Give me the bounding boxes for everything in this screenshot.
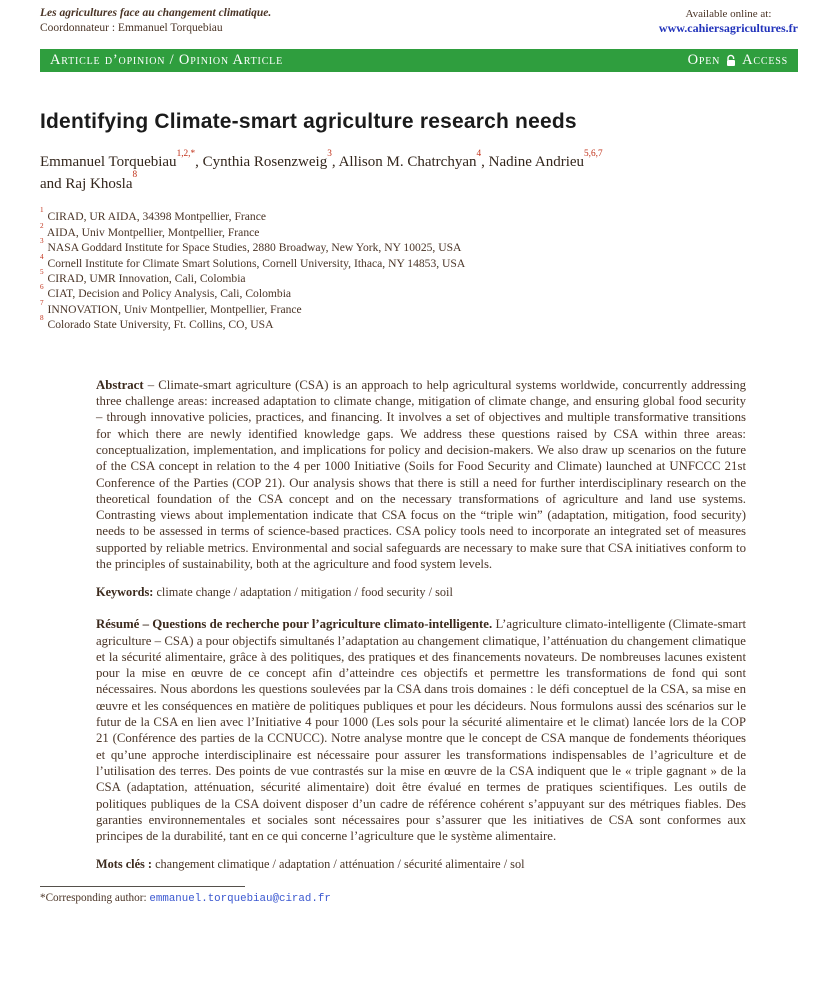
article-type-banner	[40, 49, 798, 72]
affiliation-number: 8	[40, 314, 44, 323]
series-coordinator: Coordonnateur : Emmanuel Torquebiau	[40, 22, 223, 34]
availability-block	[659, 7, 798, 37]
affiliation-item	[40, 221, 798, 240]
affiliation-number: 3	[40, 237, 44, 246]
mots-cles-label: Mots clés :	[96, 857, 152, 872]
affiliation-number: 6	[40, 283, 44, 292]
article-title: Identifying Climate-smart agriculture research needs	[40, 109, 577, 133]
resume-text: L’agriculture climato-intelligente (Climate-smart agriculture – CSA) a pour objectifs simultanés l’adaptation au changement climatique, l’atténuation du changement climatique et la sécurité alimentaire, grâce à des politiques, des pratiques et des financements novateurs. De nombreuses lacunes existent pour la mise en œuvre de ce concept afin d’atteindre ces objectifs et permettre les transformations de fond qui sont nécessaires. Nous abordons les questions soulevées par la CSA dans trois domaines : le défi conceptuel de la CSA, sa mise en œuvre et les conséquences en matière de politiques publiques et pour les décideurs. Nous formulons aussi des scénarios sur le futur de la CSA en lien avec l’Initiative 4 pour 1000 (Les sols pour la sécurité alimentaire et le climat) lancée lors de la COP 21 (Conférence des parties de la CCNUCC). Notre analyse montre que le concept de CSA manque de fondements théoriques et qu’une approche interdisciplinaire est nécessaire pour assurer les transformations indispensables de l’agriculture et de l’utilisation des terres. Des points de vue contrastés sur la mise en œuvre de la CSA indiquent que le « triple gagnant » de la CSA (adaptation, atténuation, sécurité alimentaire) doit être évalué en termes de pratiques scientifiques. Les outils de politiques publiques de la CSA doivent disposer d’un cadre de référence cohérent s’appuyant sur des métriques fiables. Des garanties environnementales et sociales sont nécessaires pour s’assurer que les initiatives de CSA sont conformes aux principes de la durabilité, tant en ce qui concerne l’agriculture que le système alimentaire.	[96, 617, 747, 844]
mots-cles-text: changement climatique / adaptation / atténuation / sécurité alimentaire / sol	[155, 857, 525, 872]
affiliation-item	[40, 252, 798, 271]
article-type-label: Article d’opinion / Opinion Article	[50, 51, 283, 68]
author	[40, 170, 138, 192]
open-access-access-label: Access	[742, 51, 788, 68]
corresponding-author-email[interactable]: emmanuel.torquebiau@cirad.fr	[149, 893, 331, 906]
author	[338, 148, 489, 170]
affiliation-number: 2	[40, 221, 44, 230]
open-access-lock-icon	[725, 54, 737, 67]
affiliation-number: 4	[40, 252, 44, 261]
affiliation-text: Cornell Institute for Climate Smart Solutions, Cornell University, Ithaca, NY 14853, USA	[47, 256, 466, 270]
abstract-text: – Climate-smart agriculture (CSA) is an approach to help agricultural systems worldwide, concurrently addressing three challenge areas: increased adaptation to climate change, mitigation of climate change, and ensuring global food security – through innovative policies, practices, and financing. It involves a set of objectives and multiple transformative transitions for which there are newly identified knowledge gaps. We address these questions raised by CSA within three areas: conceptualization, implementation, and implications for policy and decision-makers. We also draw up scenarios on the future of the CSA concept in relation to the 4 per 1000 Initiative (Soils for Food Security and Climate) launched at UNFCCC 21st Conference of the Parties (COP 21). Our analysis shows that there is still a need for further interdisciplinary research on the theoretical foundation of the CSA concept and on the necessary transformations of agriculture and land use systems. Contrasting views about implementation indicate that CSA focus on the “triple win” (adaptation, mitigation, food security) needs to be assessed in terms of science-based practices. CSA policy tools need to incorporate an integrated set of measures supported by reliable metrics. Environmental and social safeguards are necessary to make sure that CSA initiatives conform to the principles of sustainability, both at the agriculture and food system levels.	[96, 377, 746, 572]
available-online-label: Available online at:	[685, 8, 772, 20]
affiliation-item	[40, 298, 798, 317]
footnote-rule	[40, 886, 245, 887]
author-name: Cynthia Rosenzweig	[202, 153, 328, 170]
author	[202, 148, 339, 170]
abstract-paragraph	[96, 377, 746, 573]
series-block	[40, 7, 271, 34]
mots-cles-line	[96, 857, 746, 872]
resume-label: Résumé – Questions de recherche pour l’agriculture climato-intelligente.	[96, 617, 493, 632]
open-access-badge	[688, 52, 788, 69]
author	[40, 148, 203, 170]
page-header	[40, 7, 798, 37]
author-affiliation-sup: 1,2,*	[176, 148, 196, 159]
author-name: Nadine Andrieu	[488, 153, 585, 170]
series-title: Les agricultures face au changement climatique.	[40, 7, 272, 19]
author-line	[40, 170, 798, 196]
affiliation-number: 7	[40, 298, 44, 307]
affiliation-item	[40, 206, 798, 224]
open-access-open-label: Open	[687, 51, 721, 68]
affiliation-text: INNOVATION, Univ Montpellier, Montpellier, France	[47, 302, 302, 316]
affiliation-text: CIRAD, UMR Innovation, Cali, Colombia	[47, 272, 246, 286]
affiliation-item	[40, 283, 798, 301]
affiliation-number: 1	[40, 206, 44, 215]
corresponding-author-note	[40, 892, 798, 905]
author-line	[40, 148, 798, 174]
author-affiliation-sup: 3	[327, 148, 332, 159]
author-separator: ,	[331, 153, 339, 170]
keywords-line	[96, 585, 746, 600]
author-list	[40, 148, 798, 196]
affiliation-item	[40, 314, 798, 332]
author-affiliation-sup: 8	[132, 170, 138, 181]
author-name: Allison M. Chatrchyan	[338, 153, 477, 170]
affiliation-item	[40, 267, 798, 286]
abstract-label: Abstract	[96, 377, 144, 392]
resume-paragraph	[96, 616, 746, 844]
affiliation-list	[40, 206, 798, 332]
author-affiliation-sup: 4	[476, 148, 482, 159]
journal-website-link[interactable]: www.cahiersagricultures.fr	[658, 21, 798, 36]
keywords-label: Keywords:	[96, 585, 154, 600]
author-affiliation-sup: 5,6,7	[584, 148, 603, 159]
affiliation-text: AIDA, Univ Montpellier, Montpellier, France	[46, 225, 260, 239]
corresponding-author-label: *Corresponding author:	[40, 892, 150, 905]
author-separator: ,	[481, 153, 489, 170]
author	[488, 148, 603, 170]
affiliation-text: CIRAD, UR AIDA, 34398 Montpellier, France	[47, 210, 267, 224]
affiliation-number: 5	[40, 267, 44, 276]
affiliation-text: NASA Goddard Institute for Space Studies, 2880 Broadway, New York, NY 10025, USA	[47, 241, 462, 255]
author-name: Emmanuel Torquebiau	[40, 153, 177, 170]
affiliation-item	[40, 237, 798, 255]
author-name: and Raj Khosla	[40, 175, 133, 192]
affiliation-text: CIAT, Decision and Policy Analysis, Cali, Colombia	[47, 287, 292, 301]
author-separator: ,	[195, 153, 203, 170]
affiliation-text: Colorado State University, Ft. Collins, CO, USA	[47, 318, 274, 332]
keywords-text: climate change / adaptation / mitigation / food security / soil	[156, 585, 453, 600]
